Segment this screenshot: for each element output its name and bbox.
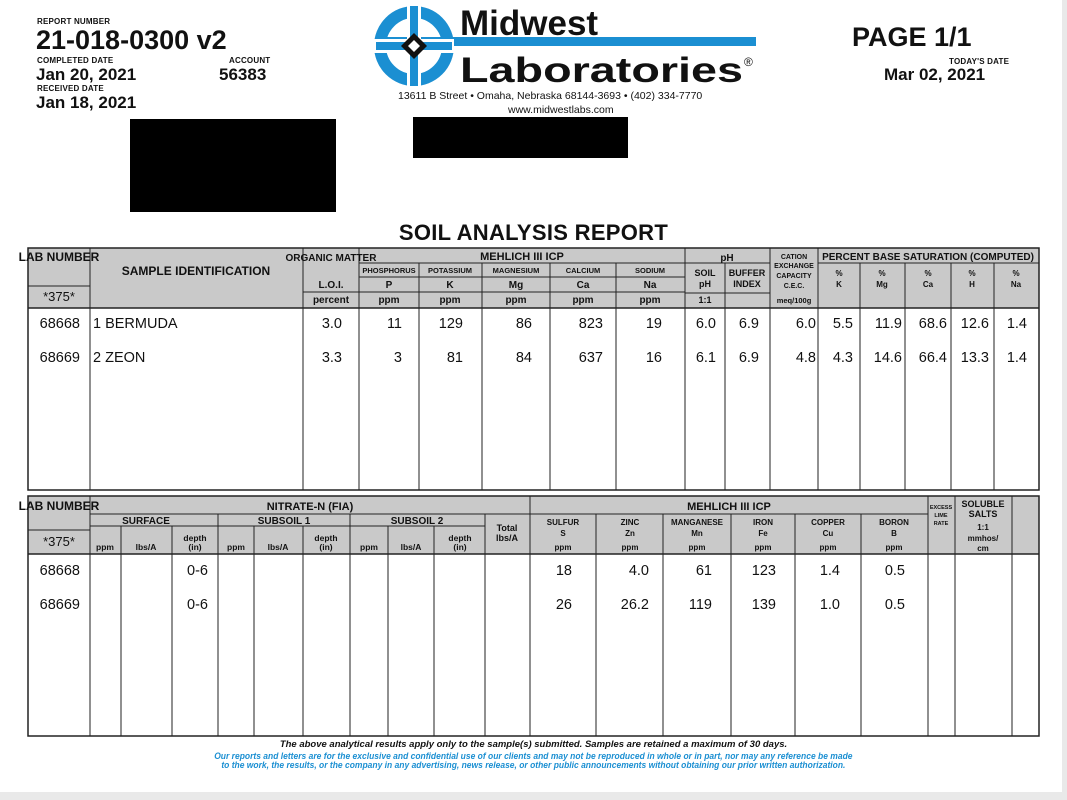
t1-r0-ph: 12.6 [960,316,989,332]
t2-r0-mn: 61 [695,563,712,579]
t2-sub2-depth: depth [448,533,472,543]
t2-sub1-lbsa: lbs/A [267,542,289,552]
footer-confidentiality-line1: Our reports and letters are for the exclusive and confidential use of our clients and may not be reproduced in whole or in part, nor may any reference be made [214,751,853,761]
lab-address: 13611 B Street • Omaha, Nebraska 68144-3693 • (402) 334-7770 [398,90,703,102]
t1-r0-pca: 68.6 [918,316,947,332]
t1-cec-label: C.E.C. [783,283,805,290]
t2-mn-unit: ppm [688,543,706,552]
t2-r1-lab: 68669 [39,597,80,613]
t2-soluble-label: SOLUBLE [961,499,1005,509]
t1-pct-h: % [968,269,976,278]
t1-r0-om: 3.0 [321,316,342,332]
t1-pbs-mg-label: Mg [876,280,888,289]
received-date: Jan 18, 2021 [36,93,137,112]
t1-pbs-label: PERCENT BASE SATURATION (COMPUTED) [822,252,1034,263]
t2-sub2-lbsa: lbs/A [400,542,422,552]
t2-r0-lab: 68668 [39,563,80,579]
t1-capacity-label: CAPACITY [776,273,812,280]
t2-surface-depth: depth [183,533,207,543]
t2-fe-unit: ppm [754,543,772,552]
t1-exchange-label: EXCHANGE [774,263,814,270]
t1-r1-k: 81 [446,350,463,366]
t1-magnesium-label: MAGNESIUM [492,266,540,275]
t1-r1-buffer: 6.9 [738,350,759,366]
logo-name-line1: Midwest [460,4,599,43]
t2-subsoil1-label: SUBSOIL 1 [257,516,311,527]
t2-salts-label: SALTS [968,509,998,519]
t1-r1-sample: 2 ZEON [93,350,146,366]
t2-r0-cu: 1.4 [819,563,840,579]
t1-r1-soilph: 6.1 [695,350,716,366]
t1-r0-mg: 86 [515,316,532,332]
t2-r1-s: 26 [555,597,572,613]
t1-sample-label: SAMPLE IDENTIFICATION [121,264,271,278]
completed-date: Jan 20, 2021 [36,65,137,84]
t1-r1-om: 3.3 [321,350,342,366]
t2-r0-s: 18 [555,563,572,579]
t1-r0-pna: 1.4 [1006,316,1027,332]
t2-lab-label: LAB NUMBER [18,499,100,513]
table-row [40,563,905,579]
report-number-label: REPORT NUMBER [37,17,111,26]
t1-pbs-ca-label: Ca [922,280,934,289]
t1-ph-ratio: 1:1 [698,295,712,305]
t2-r1-fe: 139 [751,597,776,613]
t1-pct-ca: % [924,269,932,278]
t1-r1-ca: 637 [578,350,603,366]
t2-excess-label: EXCESS [929,505,953,511]
t1-mehlich-label: MEHLICH III ICP [480,251,564,263]
t1-lab-code: *375* [43,289,75,304]
t1-k-unit: ppm [439,295,461,306]
t1-pbs-na-label: Na [1010,280,1022,289]
t1-index-label: INDEX [733,279,761,289]
t2-surface-ppm: ppm [96,542,114,552]
t2-sub1-ppm: ppm [227,542,245,552]
t2-zn-label: Zn [625,529,635,538]
t2-lab-code: *375* [43,534,75,549]
t2-sulfur-label: SULFUR [546,518,580,527]
t1-loi-label: L.O.I. [318,280,344,291]
t2-lime-label: LIME [934,513,948,519]
t1-soil-label: SOIL [694,268,716,278]
todays-date: Mar 02, 2021 [884,65,986,84]
t1-r1-pk: 4.3 [832,350,853,366]
t2-subsoil2-label: SUBSOIL 2 [390,516,444,527]
t1-r0-na: 19 [645,316,662,332]
t1-pct-mg: % [878,269,886,278]
t1-k-label: K [446,280,454,291]
t2-r1-b: 0.5 [884,597,905,613]
received-date-label: RECEIVED DATE [37,84,104,93]
table-row [40,316,1027,332]
t1-p-unit: ppm [378,295,400,306]
t2-cu-unit: ppm [819,543,837,552]
footer-confidentiality-line2: to the work, the results, or the company in any advertising, news release, or other public announcements without obtaining our prior written authorization. [221,760,846,770]
t1-r1-pmg: 14.6 [873,350,902,366]
t2-surface-label: SURFACE [122,516,170,527]
t2-sub2-in: (in) [453,542,467,552]
report-title: SOIL ANALYSIS REPORT [398,220,669,245]
t1-r0-cec: 6.0 [795,316,816,332]
table-row [40,350,1027,366]
t2-r0-fe: 123 [751,563,776,579]
t1-buffer-label: BUFFER [728,268,766,278]
t2-b-unit: ppm [885,543,903,552]
t1-r0-pk: 5.5 [832,316,853,332]
t2-r1-cu: 1.0 [819,597,840,613]
t1-r1-cec: 4.8 [795,350,816,366]
t2-s-unit: ppm [554,543,572,552]
t1-sodium-label: SODIUM [635,266,665,275]
t1-r0-k: 129 [438,316,463,332]
account-label: ACCOUNT [229,56,271,65]
t2-sub2-ppm: ppm [360,542,378,552]
t1-ca-unit: ppm [572,295,594,306]
t2-rate-label: RATE [933,521,949,527]
t1-potassium-label: POTASSIUM [427,266,473,275]
t2-surface-in: (in) [188,542,202,552]
t2-iron-label: IRON [753,518,773,527]
t1-mg-unit: ppm [505,295,527,306]
t1-calcium-label: CALCIUM [565,266,601,275]
t2-mehlich-label: MEHLICH III ICP [687,501,771,513]
footer-disclaimer: The above analytical results apply only to the sample(s) submitted. Samples are retained a maximum of 30 days. [279,739,788,750]
t2-cu-label: Cu [822,529,834,538]
t1-percent-label: percent [312,295,350,306]
t2-copper-label: COPPER [811,518,845,527]
table-row [40,597,905,613]
account-number: 56383 [219,65,267,84]
t1-lab-label: LAB NUMBER [18,250,100,264]
t1-pct-na: % [1012,269,1020,278]
t2-total-unit: lbs/A [495,533,519,543]
completed-date-label: COMPLETED DATE [37,56,114,65]
t2-zn-unit: ppm [621,543,639,552]
t2-fe-label: Fe [758,529,768,538]
footer-confidentiality [0,752,1067,770]
t1-r1-lab: 68669 [39,350,80,366]
t2-boron-label: BORON [879,518,909,527]
t2-sub1-depth: depth [314,533,338,543]
t1-na-label: Na [643,280,657,291]
t1-r1-pna: 1.4 [1006,350,1027,366]
t1-meq-label: meq/100g [776,296,812,305]
t1-ph-label: pH [720,253,734,264]
t1-r1-na: 16 [645,350,662,366]
todays-date-label: TODAY'S DATE [949,57,1010,66]
t2-b-label: B [891,529,897,538]
t1-r0-pmg: 11.9 [874,316,902,332]
page-indicator: PAGE 1/1 [852,22,972,52]
t2-r1-mn: 119 [688,597,712,613]
t1-pct-k: % [835,269,843,278]
t2-cm-label: cm [977,544,989,553]
t2-zinc-label: ZINC [620,518,640,527]
t1-data-rows [40,316,1027,366]
t1-r0-sample: 1 BERMUDA [93,316,178,332]
t2-s-label: S [560,529,566,538]
report-number: 21-018-0300 v2 [36,25,227,55]
t1-r1-mg: 84 [515,350,532,366]
t2-r1-zn: 26.2 [620,597,649,613]
lab-website: www.midwestlabs.com [508,104,614,116]
t1-p-label: P [385,280,393,291]
t1-cation-label: CATION [780,254,808,261]
t2-sub1-in: (in) [319,542,333,552]
t2-surface-lbsa: lbs/A [135,542,157,552]
t2-total-label: Total [496,523,518,533]
t2-manganese-label: MANGANESE [670,518,724,527]
t1-soil-ph-label: pH [699,279,711,289]
t2-data-rows [40,563,905,613]
logo-registered: ® [744,55,753,69]
t2-mmhos-label: mmhos/ [967,534,999,543]
t2-r1-depth: 0-6 [187,597,208,613]
t1-pbs-h-label: H [969,280,975,289]
t1-organic-label: ORGANIC MATTER [285,253,377,264]
t1-r0-lab: 68668 [39,316,80,332]
t1-phosphorus-label: PHOSPHORUS [362,266,416,275]
t1-r1-p: 3 [393,350,402,366]
t1-r0-p: 11 [386,316,402,332]
t2-r0-depth: 0-6 [187,563,208,579]
logo-name-line2: Laboratories [460,51,743,88]
t2-r0-zn: 4.0 [628,563,649,579]
t1-r1-ph: 13.3 [960,350,989,366]
t2-mn-label: Mn [691,529,703,538]
t2-ratio-label: 1:1 [977,523,989,532]
t1-mg-label: Mg [508,280,524,291]
t1-r1-pca: 66.4 [918,350,947,366]
t1-pbs-k-label: K [836,280,842,289]
t2-nitrate-label: NITRATE-N (FIA) [266,501,354,513]
t1-ca-label: Ca [576,280,590,291]
t1-r0-buffer: 6.9 [738,316,759,332]
t1-na-unit: ppm [639,295,661,306]
t1-r0-ca: 823 [578,316,603,332]
t2-r0-b: 0.5 [884,563,905,579]
t1-r0-soilph: 6.0 [695,316,716,332]
